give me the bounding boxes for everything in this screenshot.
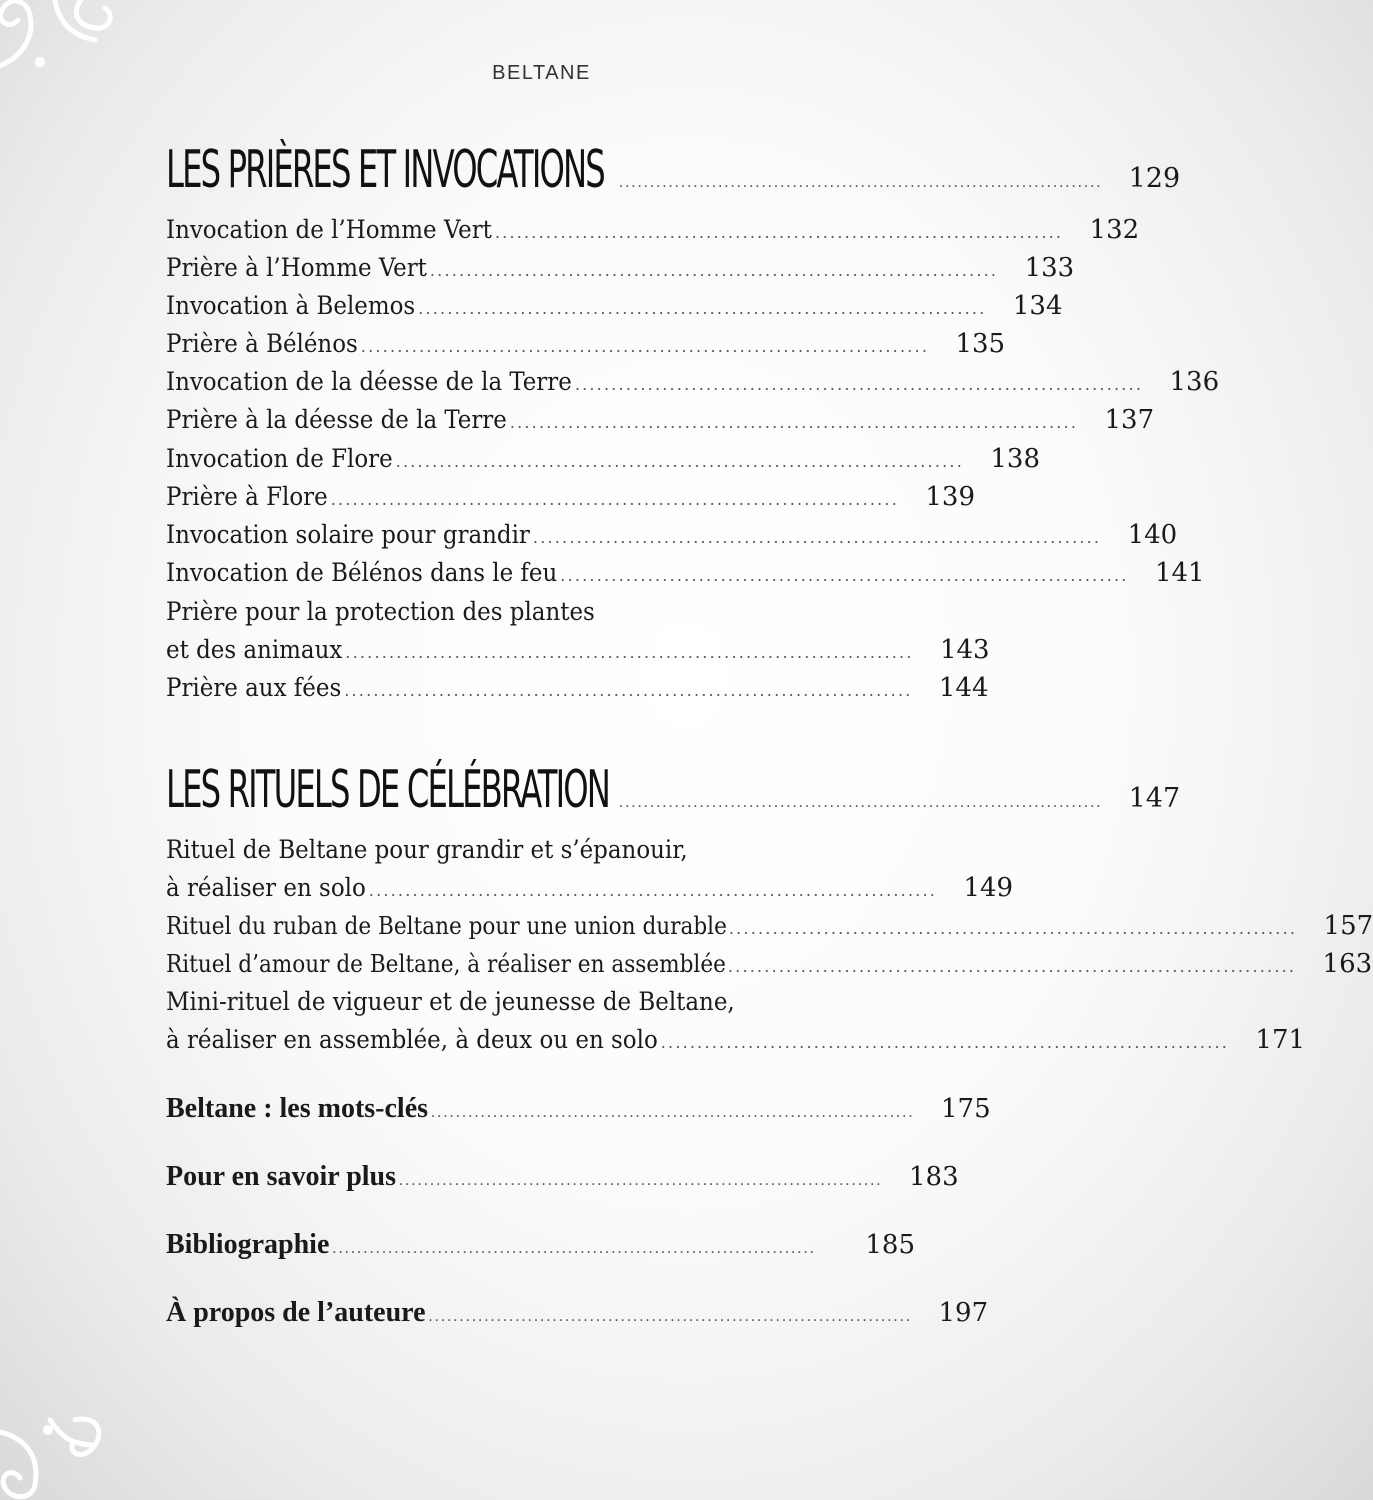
dot-leader: .............................................................................. xyxy=(619,174,1103,191)
entry-title: Rituel d’amour de Beltane, à réaliser en assemblée xyxy=(166,950,726,978)
entry-title-continued: à réaliser en assemblée, à deux ou en solo xyxy=(166,1025,658,1055)
dot-leader: .............................................................................. xyxy=(399,1172,883,1189)
entry-title: Rituel du ruban de Beltane pour une union durable xyxy=(166,912,727,940)
toc-entry xyxy=(166,291,1063,329)
dot-leader: .............................................................................. xyxy=(330,490,900,509)
dot-leader: .............................................................................. xyxy=(429,261,999,280)
dot-leader: .............................................................................. xyxy=(727,957,1297,976)
entry-title: Invocation de l’Homme Vert xyxy=(166,215,492,245)
toc-entry xyxy=(166,558,1205,596)
entry-title-continued: et des animaux xyxy=(166,635,343,665)
toc-back-matter-entry xyxy=(166,1161,959,1201)
toc-entry xyxy=(166,949,1373,987)
toc-entry xyxy=(166,482,976,520)
page-number: 129 xyxy=(1128,163,1181,194)
entry-title: Rituel de Beltane pour grandir et s’épanouir, xyxy=(166,835,688,865)
page-number: 143 xyxy=(939,635,990,665)
dot-leader: .............................................................................. xyxy=(431,1104,915,1121)
entry-title: Beltane : les mots-clés xyxy=(166,1093,429,1124)
dot-leader: .............................................................................. xyxy=(360,337,930,356)
entry-title: Mini-rituel de vigueur et de jeunesse de Beltane, xyxy=(166,987,735,1017)
entry-title: Invocation de Flore xyxy=(166,444,393,474)
toc-back-matter-entry xyxy=(166,1297,989,1337)
page-number: 149 xyxy=(963,873,1014,903)
page-number: 144 xyxy=(938,673,989,703)
dot-leader: .............................................................................. xyxy=(332,1240,816,1257)
page-number: 197 xyxy=(938,1298,989,1328)
entry-title: Prière à la déesse de la Terre xyxy=(166,405,507,435)
page-number: 183 xyxy=(908,1162,959,1192)
toc-back-matter-entry xyxy=(166,1229,915,1269)
toc-entry xyxy=(166,835,1014,911)
toc-entry xyxy=(166,597,990,673)
dot-leader: .............................................................................. xyxy=(728,919,1298,938)
dot-leader: .............................................................................. xyxy=(532,528,1102,547)
entry-title: Prière à Flore xyxy=(166,482,328,512)
section-title: LES PRIÈRES ET INVOCATIONS xyxy=(166,140,604,200)
dot-leader: .............................................................................. xyxy=(344,681,913,700)
entry-title: Invocation à Belemos xyxy=(166,291,416,321)
toc-section-heading xyxy=(166,760,1181,820)
entry-title: Prière à Bélénos xyxy=(166,329,358,359)
toc-entry xyxy=(166,520,1178,558)
page-number: 137 xyxy=(1104,405,1155,435)
toc-entry xyxy=(166,673,989,711)
dot-leader: .............................................................................. xyxy=(660,1033,1230,1052)
toc-section-heading xyxy=(166,140,1181,200)
page-number: 134 xyxy=(1012,291,1063,321)
dot-leader: .............................................................................. xyxy=(428,1308,913,1325)
page-number: 139 xyxy=(925,482,976,512)
page-number: 141 xyxy=(1154,558,1205,588)
page-number: 147 xyxy=(1128,783,1181,814)
page-number: 175 xyxy=(941,1094,991,1124)
page-number: 138 xyxy=(990,444,1040,474)
entry-title: À propos de l’auteure xyxy=(166,1297,426,1328)
page-number: 163 xyxy=(1322,949,1373,979)
toc-entry xyxy=(166,253,1075,291)
entry-title: Bibliographie xyxy=(166,1229,330,1260)
toc-back-matter-entry xyxy=(166,1093,991,1133)
dot-leader: .............................................................................. xyxy=(345,643,914,662)
entry-title: Invocation solaire pour grandir xyxy=(166,520,530,550)
dot-leader: .............................................................................. xyxy=(509,413,1079,432)
page-number: 135 xyxy=(955,329,1006,359)
page-number: 140 xyxy=(1127,520,1178,550)
entry-title: Prière aux fées xyxy=(166,673,342,703)
page-number: 157 xyxy=(1323,911,1373,941)
page-number: 132 xyxy=(1089,215,1140,245)
dot-leader: .............................................................................. xyxy=(418,299,987,318)
page-number: 133 xyxy=(1024,253,1075,283)
entry-title: Prière à l’Homme Vert xyxy=(166,253,427,283)
toc-entry xyxy=(166,911,1373,949)
entry-title: Pour en savoir plus xyxy=(166,1161,397,1192)
entry-title: Invocation de la déesse de la Terre xyxy=(166,367,572,397)
page-number: 136 xyxy=(1169,367,1220,397)
toc-entry xyxy=(166,987,1306,1063)
dot-leader: .............................................................................. xyxy=(619,794,1103,811)
toc-entry xyxy=(166,444,1040,482)
toc-entry xyxy=(166,215,1140,253)
dot-leader: .............................................................................. xyxy=(574,375,1144,394)
running-head: BELTANE xyxy=(492,62,591,84)
page-number: 171 xyxy=(1255,1025,1306,1055)
section-title: LES RITUELS DE CÉLÉBRATION xyxy=(166,760,610,820)
fleur-de-lis-ornament-icon xyxy=(0,1400,120,1500)
dot-leader: .............................................................................. xyxy=(560,566,1129,585)
dot-leader: .............................................................................. xyxy=(395,452,964,471)
toc-entry xyxy=(166,405,1155,443)
entry-title: Prière pour la protection des plantes xyxy=(166,597,595,627)
toc-entry xyxy=(166,367,1220,405)
entry-title: Invocation de Bélénos dans le feu xyxy=(166,558,558,588)
entry-title-continued: à réaliser en solo xyxy=(166,873,366,903)
page-number: 185 xyxy=(865,1230,915,1260)
toc-entry xyxy=(166,329,1006,367)
dot-leader: .............................................................................. xyxy=(368,881,938,900)
dot-leader: .............................................................................. xyxy=(494,223,1064,242)
